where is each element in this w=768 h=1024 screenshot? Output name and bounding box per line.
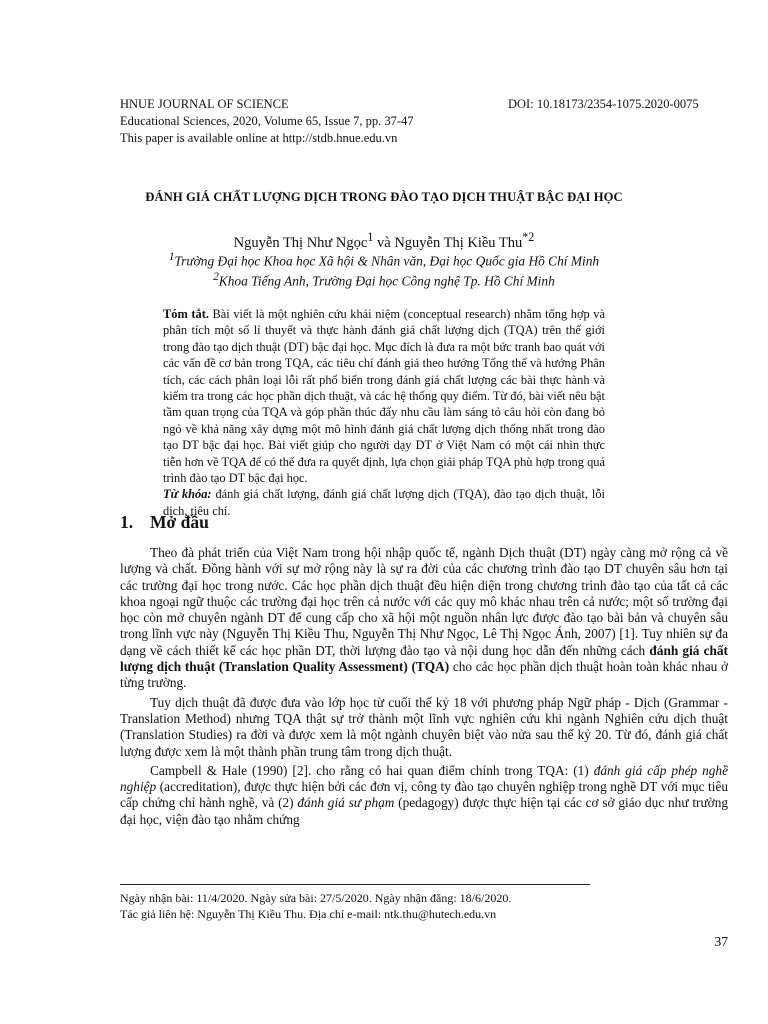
paragraph-3-text-c: (pedagogy) được thực hiện tại các cơ sở giáo dục như trường đại học, viện đào tạo nhằm chứng [120, 795, 728, 827]
affiliation-2-text: Khoa Tiếng Anh, Trường Đại học Công nghệ Tp. Hồ Chí Minh [218, 273, 555, 289]
section-body [120, 545, 728, 831]
author-1-sup: 1 [367, 230, 374, 244]
affiliation-1-sup: 1 [168, 251, 175, 263]
author-1: Nguyễn Thị Như Ngọc [233, 234, 368, 251]
paragraph-3-text-a: Campbell & Hale (1990) [2]. cho rằng có hai quan điểm chính trong TQA: (1) [150, 762, 594, 778]
abstract-label: Tóm tắt. [163, 307, 209, 321]
affiliation-2-sup: 2 [213, 271, 219, 283]
authors-and: và [373, 234, 395, 251]
paragraph-1 [120, 545, 728, 692]
author-2-sup: *2 [522, 230, 535, 244]
footnote-divider [120, 884, 590, 885]
footnote-contact: Tác giả liên hệ: Nguyễn Thị Kiều Thu. Địa chỉ e-mail: ntk.thu@hutech.edu.vn [120, 907, 497, 921]
keywords-label: Từ khóa: [163, 487, 212, 502]
doi: DOI: 10.18173/2354-1075.2020-0075 [508, 97, 699, 111]
paragraph-2: Tuy dịch thuật đã được đưa vào lớp học từ cuối thế kỷ 18 với phương pháp Ngữ pháp - Dịch (Grammar - Translation Method) nhưng TQA thật sự trở thành một lĩnh vực nghiên cứu khi ngành Nghiên cứu dịch thuật (Translation Studies) ra đời và được xem là một ngành chuyên biệt vào nửa sau thế kỷ 20. Từ đó, đánh giá chất lượng được xem là một thành phần trung tâm trong dịch thuật. [120, 694, 728, 759]
footnotes [120, 890, 511, 922]
paragraph-3-italic-2: đánh giá sư phạm [297, 795, 395, 811]
abstract [163, 306, 605, 519]
affiliation-1 [0, 251, 768, 269]
authors [0, 230, 768, 252]
paragraph-1-text-a: Theo đà phát triển của Việt Nam trong hội nhập quốc tế, ngành Dịch thuật (DT) ngày càng mở rộng cả về lượng và chất. Đồng hành với sự mở rộng này là sự ra đời của các chương trình đào tạo DT chuyên sâu hơn tại các trường đại học trong nước. Các học phần dịch thuật đều hiện diện trong chương trình đào tạo của tất cả các khoa ngoại ngữ thuộc các trường đại học trên cả nước với các quy mô khác nhau trên cả nước; một số trường đại học còn mở chuyên ngành DT để cung cấp cho xã hội một nguồn nhân lực được đào tạo bài bản và chuyên sâu trong lĩnh vực này (Nguyễn Thị Kiều Thu, Nguyễn Thị Như Ngọc, Lê Thị Ngọc Ánh, 2007) [1]. Tuy nhiên sự đa dạng về cách thiết kế các học phần DT, thời lượng đào tạo và nội dung học dẫn đến những cách [120, 545, 728, 658]
abstract-text: Bài viết là một nghiên cứu khái niệm (conceptual research) nhằm tổng hợp và phân tích một số lí thuyết và thực hành đánh giá chất lượng dịch (TQA) trên thế giới trong đào tạo dịch thuật (DT) bậc đại học. Mục đích là đưa ra một bức tranh bao quát với các vấn đề cơ bản trong TQA, các tiêu chí đánh giá theo hướng Tổng thể và hướng Phân tích, các cách phân loại lỗi rất phổ biến trong đánh giá chất lượng các bài thực hành và kiểm tra trong các học phần dịch thuật, và các hệ thống quy điểm. Từ đó, bài viết nêu bật tầm quan trọng của TQA và góp phần thúc đẩy nhu cầu làm sáng tỏ câu hỏi còn đang bỏ ngỏ về khả năng xây dựng một mô hình đánh giá chất lượng dịch thống nhất trong đào tạo DT bậc đại học. Bài viết giúp cho người dạy DT ở Việt Nam có một cái nhìn thực tiễn hơn về TQA để có thể đưa ra quyết định, lựa chọn giải pháp TQA phù hợp trong quá trình đào tạo DT bậc đại học. [163, 307, 605, 486]
paragraph-3 [120, 763, 728, 828]
journal-name: HNUE JOURNAL OF SCIENCE [120, 97, 289, 111]
journal-header [120, 96, 414, 147]
online-info: This paper is available online at http://stdb.hnue.edu.vn [120, 131, 398, 145]
page-number: 37 [714, 934, 728, 949]
paragraph-1-bold: đánh giá chất lượng dịch thuật (Translation Quality Assessment) (TQA) [120, 642, 728, 675]
section-number: 1. [120, 512, 134, 532]
affiliation-2 [0, 271, 768, 289]
affiliation-1-text: Trường Đại học Khoa học Xã hội & Nhân văn, Đại học Quốc gia Hồ Chí Minh [174, 253, 600, 269]
keywords-text: đánh giá chất lượng, đánh giá chất lượng dịch (TQA), đào tạo dịch thuật, lỗi dịch, tiêu chí. [163, 487, 605, 518]
author-2: Nguyễn Thị Kiều Thu [394, 234, 523, 251]
section-heading [120, 512, 209, 533]
paragraph-3-italic-1: đánh giá cấp phép nghề nghiệp [120, 762, 728, 795]
paragraph-3-text-b: (accreditation), được thực hiện bởi các đơn vị, công ty đào tạo chuyên nghiệp trong nghề DT với mục tiêu cấp chứng chỉ hành nghề, và (2) [120, 779, 728, 811]
keywords [163, 486, 605, 519]
footnote-dates: Ngày nhận bài: 11/4/2020. Ngày sửa bài: 27/5/2020. Ngày nhận đăng: 18/6/2020. [120, 891, 512, 905]
section-title: Mở đầu [150, 512, 209, 532]
paragraph-1-text-b: cho các học phần dịch thuật hoàn toàn khác nhau ở từng trường. [120, 659, 728, 691]
issue-info: Educational Sciences, 2020, Volume 65, Issue 7, pp. 37-47 [120, 114, 414, 128]
paper-title: ĐÁNH GIÁ CHẤT LƯỢNG DỊCH TRONG ĐÀO TẠO DỊCH THUẬT BẬC ĐẠI HỌC [145, 190, 623, 204]
abstract-paragraph [163, 306, 605, 486]
